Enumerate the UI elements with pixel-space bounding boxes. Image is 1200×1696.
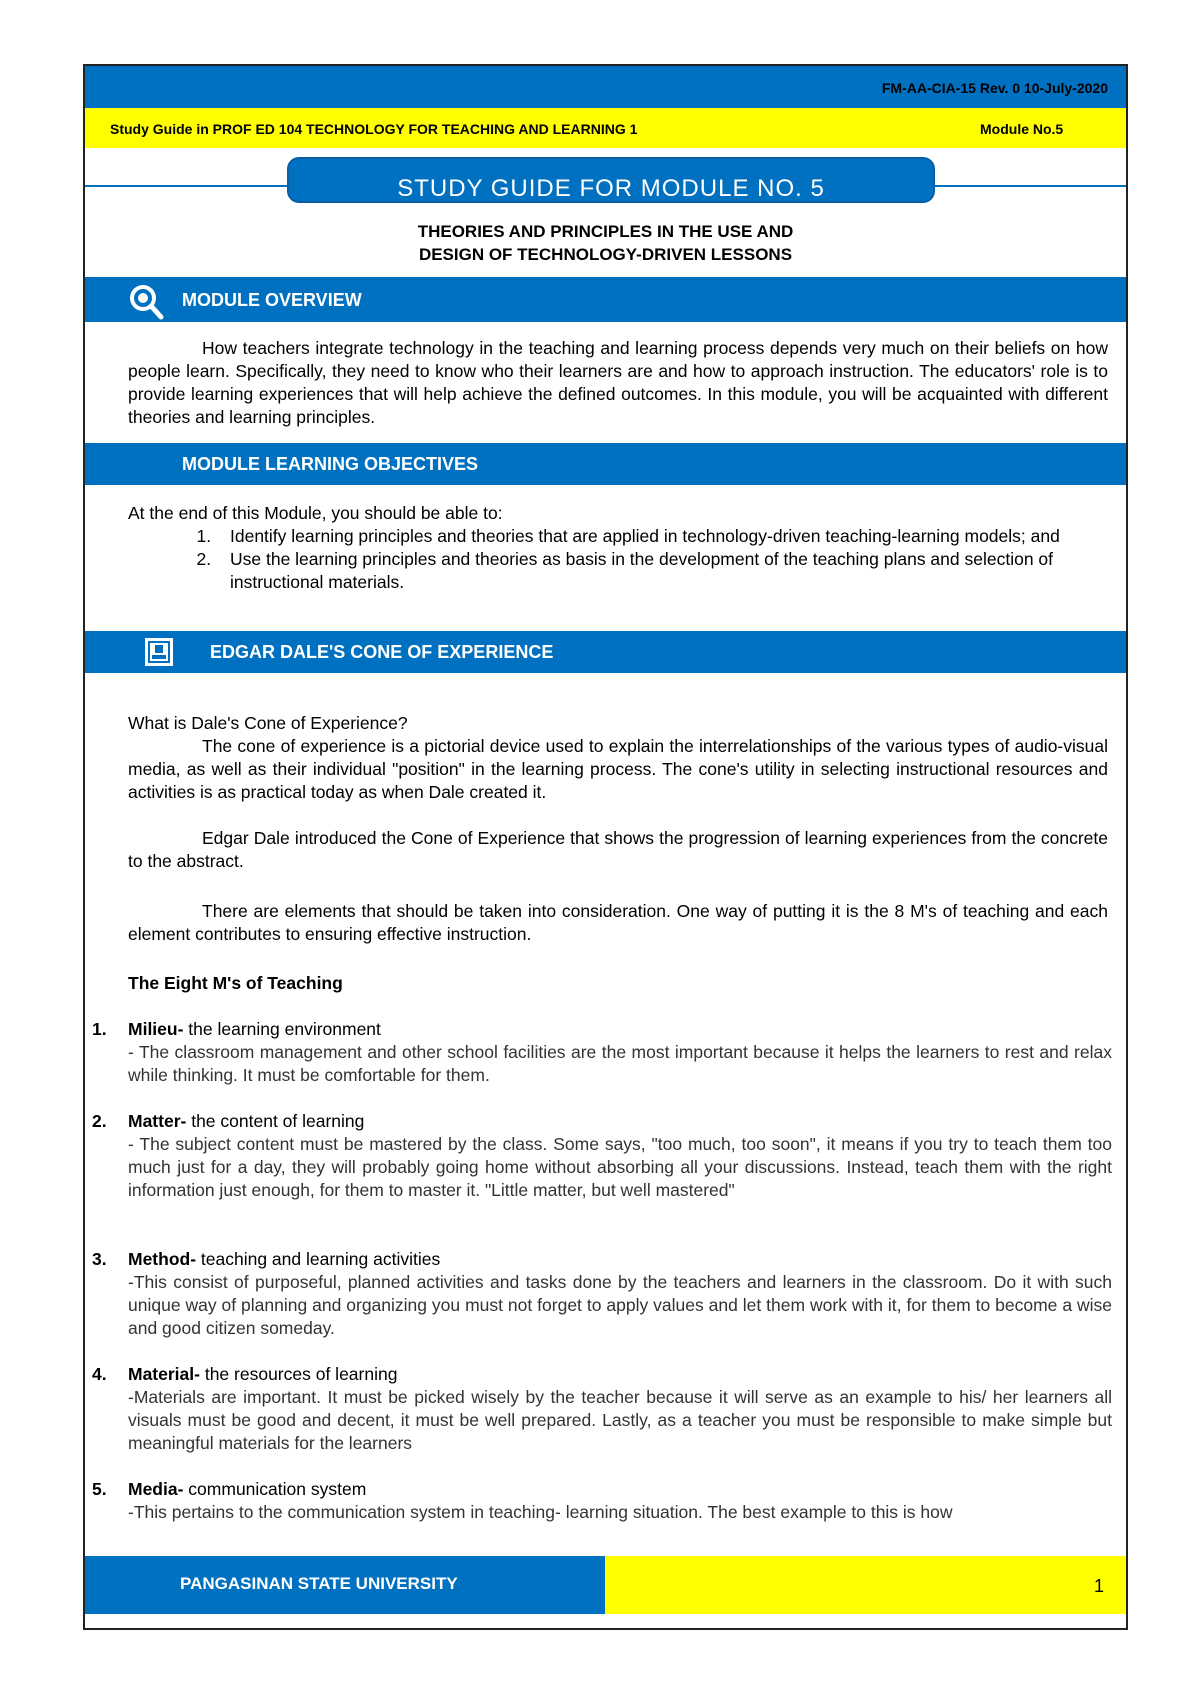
footer-university-bar — [85, 1556, 605, 1614]
dale-heading: EDGAR DALE'S CONE OF EXPERIENCE — [210, 642, 554, 662]
item-definition: communication system — [183, 1479, 367, 1499]
item-definition: teaching and learning activities — [196, 1249, 441, 1269]
form-code: FM-AA-CIA-15 Rev. 0 10-July-2020 — [881, 80, 1108, 96]
item-description: - The classroom management and other school facilities are the most important because it helps the learners to rest and relax while thinking. It must be comfortable for them. — [128, 1042, 1112, 1085]
footer-page-bar — [605, 1556, 1126, 1614]
objective-item: 1. Identify learning principles and theories that are applied in technology-driven teaching-learning models; and — [216, 525, 1108, 548]
objectives-intro: At the end of this Module, you should be able to: — [128, 503, 503, 523]
objectives-list — [128, 525, 1108, 594]
study-guide-banner — [287, 157, 935, 203]
item-description: - The subject content must be mastered by the class. Some says, "too much, too soon", it means if you try to teach them too much just for a day, they will probably going home without absorbing all your discussions. Instead, teach them with the right information just enough, for them to master it. "Little matter, but well mastered" — [128, 1134, 1112, 1200]
module-title-line2: DESIGN OF TECHNOLOGY-DRIVEN LESSONS — [418, 245, 793, 264]
module-title — [85, 220, 1126, 266]
banner-text: STUDY GUIDE FOR MODULE NO. 5 — [397, 175, 825, 202]
objectives-heading: MODULE LEARNING OBJECTIVES — [182, 454, 479, 474]
dale-question: What is Dale's Cone of Experience? — [128, 713, 408, 733]
objectives-bar — [85, 443, 1126, 485]
dale-paragraph-1: The cone of experience is a pictorial device used to explain the interrelationships of the various types of audio-visual media, as well as their individual "position" in the learning process. The cone's utility in selecting instructional resources and activities is as practical today as when Dale created it. — [128, 736, 1108, 802]
page-number: 1 — [1093, 1576, 1104, 1596]
item-description: -This consist of purposeful, planned activities and tasks done by the teachers and learners in the classroom. Do it with such unique way of planning and organizing you must not forget to apply values and let them work with it, for them to become a wise and good citizen someday. — [128, 1272, 1112, 1338]
list-item — [92, 1018, 1112, 1087]
course-title: Study Guide in PROF ED 104 TECHNOLOGY FOR TEACHING AND LEARNING 1 — [110, 121, 638, 137]
item-term: Material- — [128, 1364, 200, 1384]
footer-university: PANGASINAN STATE UNIVERSITY — [180, 1574, 458, 1593]
item-definition: the resources of learning — [199, 1364, 398, 1384]
item-description: -Materials are important. It must be picked wisely by the teacher because it will serve as an example to his/ her learners all visuals must be good and decent, it must be well prepared. Lastly, as a teacher you must be responsible to make simple but meaningful materials for the learners — [128, 1387, 1112, 1453]
book-icon — [143, 636, 175, 668]
objective-item: 2. Use the learning principles and theories as basis in the development of the teaching plans and selection of instructional materials. — [216, 548, 1108, 594]
banner-rule-left — [85, 185, 290, 187]
item-definition: the content of learning — [186, 1111, 365, 1131]
overview-heading: MODULE OVERVIEW — [182, 290, 362, 310]
dale-paragraph-3: There are elements that should be taken into consideration. One way of putting it is the 8 M's of teaching and each element contributes to ensuring effective instruction. — [128, 901, 1108, 944]
item-number: 5. — [92, 1479, 107, 1499]
header-course-bar — [85, 108, 1126, 148]
list-item — [92, 1110, 1112, 1202]
banner-rule-right — [928, 185, 1126, 187]
item-term: Matter- — [128, 1111, 187, 1131]
list-item — [92, 1248, 1112, 1340]
item-number: 3. — [92, 1249, 107, 1269]
list-item — [92, 1478, 1112, 1524]
dale-paragraph-2: Edgar Dale introduced the Cone of Experience that shows the progression of learning experiences from the concrete to the abstract. — [128, 828, 1108, 871]
header-code-bar — [85, 66, 1126, 108]
eight-ms-heading: The Eight M's of Teaching — [128, 973, 343, 993]
item-number: 1. — [92, 1019, 107, 1039]
item-term: Media- — [128, 1479, 184, 1499]
item-description: -This pertains to the communication system in teaching- learning situation. The best example to this is how — [128, 1502, 953, 1522]
overview-text: How teachers integrate technology in the teaching and learning process depends very much on their beliefs on how people learn. Specifically, they need to know who their learners are and how to approach instruction. The educators' role is to provide learning experiences that will help achieve the defined outcomes. In this module, you will be acquainted with different theories and learning principles. — [128, 338, 1108, 427]
item-term: Milieu- — [128, 1019, 184, 1039]
dale-bar — [85, 631, 1126, 673]
overview-bar — [85, 277, 1126, 322]
item-number: 4. — [92, 1364, 107, 1384]
item-number: 2. — [92, 1111, 107, 1131]
objectives-section — [128, 502, 1108, 594]
item-term: Method- — [128, 1249, 197, 1269]
module-number: Module No.5 — [980, 121, 1064, 137]
module-title-line1: THEORIES AND PRINCIPLES IN THE USE AND — [417, 222, 794, 241]
magnifier-icon — [123, 280, 169, 320]
list-item — [92, 1363, 1112, 1455]
item-definition: the learning environment — [183, 1019, 381, 1039]
